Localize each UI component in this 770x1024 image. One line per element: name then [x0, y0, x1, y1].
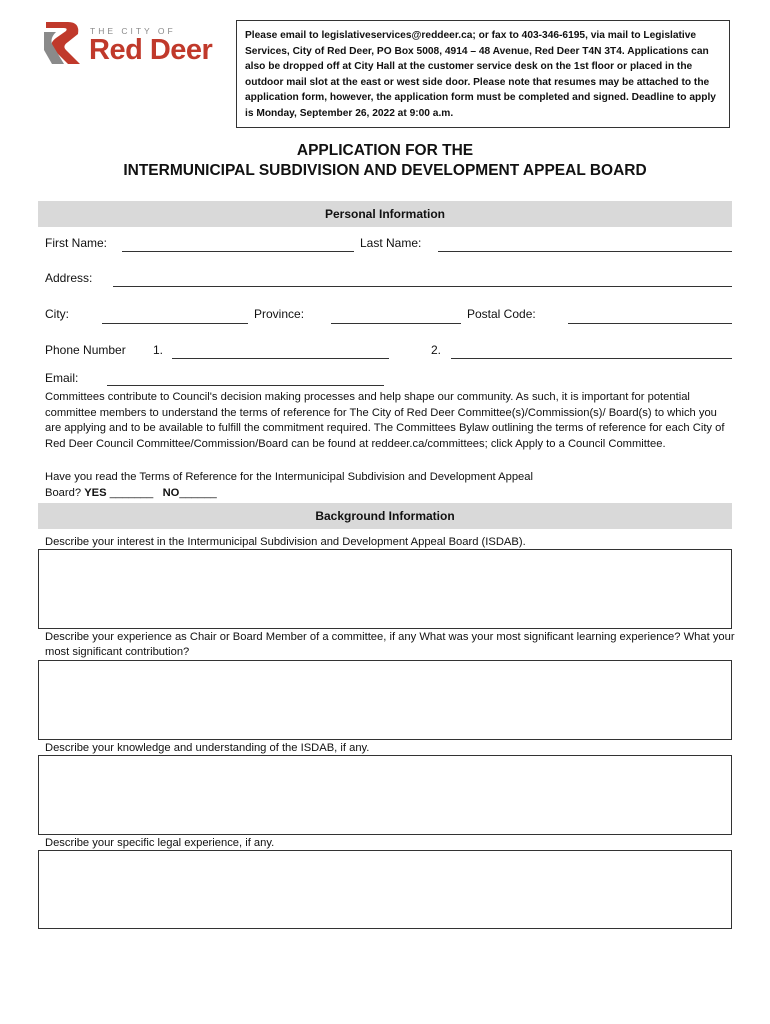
- phone-label: Phone Number: [45, 343, 126, 357]
- first-name-field[interactable]: [122, 251, 354, 252]
- knowledge-prompt: Describe your knowledge and understanding of the ISDAB, if any.: [45, 742, 370, 754]
- email-field[interactable]: [107, 385, 384, 386]
- address-label: Address:: [45, 271, 93, 285]
- terms-question-text: Have you read the Terms of Reference for the Intermunicipal Subdivision and Development Appeal: [45, 471, 533, 483]
- terms-no-blank[interactable]: ______: [179, 486, 217, 499]
- experience-prompt: Describe your experience as Chair or Board Member of a committee, if any What was your most significant learning experience? What your most significant contribution?: [45, 631, 735, 658]
- first-name-label: First Name:: [45, 236, 108, 250]
- interest-prompt: Describe your interest in the Intermunicipal Subdivision and Development Appeal Board (ISDAB).: [45, 536, 526, 548]
- phone-2-field[interactable]: [451, 358, 732, 359]
- terms-no-label: NO: [162, 486, 180, 499]
- interest-textarea[interactable]: [38, 549, 732, 629]
- submission-notice: Please email to legislativeservices@reddeer.ca; or fax to 403-346-6195, via mail to Legislative Services, City of Red Deer, PO Box 5008, 4914 – 48 Avenue, Red Deer T4N 3T4. Applications can also be dropped off at City Hall at the customer service desk on the 1st floor or placed in the outdoor mail slot at the east or west side door. Please note that resumes may be attached to the application form, however, the application form must be completed and signed. Deadline to apply is Monday, September 26, 2022 at 9:00 a.m.: [236, 20, 730, 128]
- logo-small-text: THE CITY OF: [90, 26, 176, 36]
- last-name-field[interactable]: [438, 251, 732, 252]
- committees-paragraph: Committees contribute to Council's decision making processes and help shape our community. As such, it is important for potential committee members to understand the terms of reference for The City of Red Deer Committee(s)/Commission(s)/ Board(s) to which you are applying and to be available to fulfill the commitment required. The Committees Bylaw outlining the terms of reference for each City of Red Deer Council Committee/Commission/Board can be found at reddeer.ca/committees; click Apply to a Council Committee.: [45, 391, 725, 450]
- terms-yes-blank[interactable]: _______: [109, 486, 154, 499]
- legal-experience-prompt: Describe your specific legal experience, if any.: [45, 837, 275, 849]
- postal-code-label: Postal Code:: [467, 307, 536, 321]
- address-field[interactable]: [113, 286, 732, 287]
- phone-2-label: 2.: [431, 343, 442, 357]
- logo-name: Red Deer: [89, 34, 213, 66]
- province-field[interactable]: [331, 323, 461, 324]
- terms-question: [45, 470, 735, 501]
- form-title-line1: APPLICATION FOR THE: [296, 142, 474, 159]
- city-field[interactable]: [102, 323, 248, 324]
- legal-experience-textarea[interactable]: [38, 850, 732, 929]
- form-title-line2: INTERMUNICIPAL SUBDIVISION AND DEVELOPMENT APPEAL BOARD: [123, 162, 647, 179]
- experience-textarea[interactable]: [38, 660, 732, 740]
- email-label: Email:: [45, 371, 79, 385]
- city-label: City:: [45, 307, 69, 321]
- terms-yes-label: YES: [84, 486, 107, 499]
- postal-code-field[interactable]: [568, 323, 732, 324]
- knowledge-textarea[interactable]: [38, 755, 732, 835]
- personal-info-heading: Personal Information: [38, 201, 732, 227]
- terms-board-text: Board?: [45, 486, 82, 499]
- phone-1-field[interactable]: [172, 358, 389, 359]
- province-label: Province:: [254, 307, 305, 321]
- red-deer-logo-icon: [42, 20, 82, 66]
- phone-1-label: 1.: [153, 343, 164, 357]
- background-info-heading: Background Information: [38, 503, 732, 529]
- last-name-label: Last Name:: [360, 236, 422, 250]
- city-logo: [42, 20, 222, 70]
